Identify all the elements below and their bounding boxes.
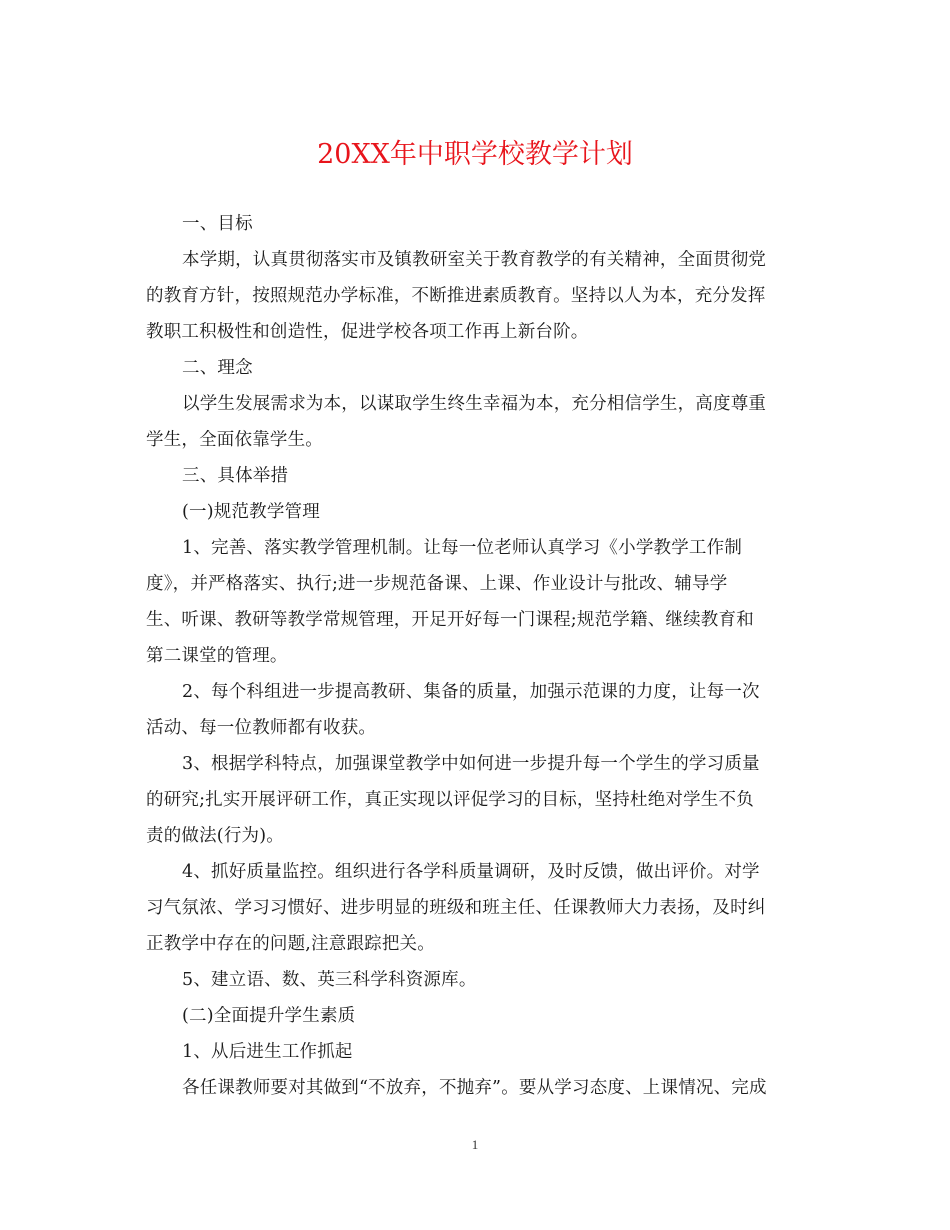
body-line: 二、理念 — [182, 358, 253, 378]
body-line: 3、根据学科特点，加强课堂教学中如何进一步提升每一个学生的学习质量 — [182, 754, 760, 774]
body-line: 生、听课、教研等教学常规管理，开足开好每一门课程;规范学籍、继续教育和 — [146, 610, 754, 630]
body-line: 第二课堂的管理。 — [146, 646, 288, 666]
body-line: 活动、每一位教师都有收获。 — [146, 718, 377, 738]
body-line: 各任课教师要对其做到“不放弃，不抛弃”。要从学习态度、上课情况、完成 — [182, 1078, 767, 1098]
body-line: 2、每个科组进一步提高教研、集备的质量，加强示范课的力度，让每一次 — [182, 682, 760, 702]
body-line: 三、具体举措 — [182, 466, 289, 486]
document-body — [146, 206, 806, 1106]
body-line: 4、抓好质量监控。组织进行各学科质量调研，及时反馈，做出评价。对学 — [182, 862, 760, 882]
body-line: 正教学中存在的问题,注意跟踪把关。 — [146, 934, 435, 954]
body-line: 教职工积极性和创造性，促进学校各项工作再上新台阶。 — [146, 322, 589, 342]
body-line: 度》，并严格落实、执行;进一步规范备课、上课、作业设计与批改、辅导学 — [146, 574, 728, 594]
body-line: 一、目标 — [182, 214, 253, 234]
body-line: 的研究;扎实开展评研工作，真正实现以评促学习的目标，坚持杜绝对学生不负 — [146, 790, 754, 810]
body-line: (一)规范教学管理 — [182, 502, 320, 522]
body-line: 学生，全面依靠学生。 — [146, 430, 323, 450]
body-line: (二)全面提升学生素质 — [182, 1006, 356, 1026]
body-line: 习气氛浓、学习习惯好、进步明显的班级和班主任、任课教师大力表扬，及时纠 — [146, 898, 766, 918]
body-line: 的教育方针，按照规范办学标准，不断推进素质教育。坚持以人为本，充分发挥 — [146, 286, 766, 306]
body-line: 5、建立语、数、英三科学科资源库。 — [182, 970, 477, 990]
body-line: 以学生发展需求为本，以谋取学生终生幸福为本，充分相信学生，高度尊重 — [182, 394, 767, 414]
body-line: 1、完善、落实教学管理机制。让每一位老师认真学习《小学教学工作制 — [182, 538, 743, 558]
body-line: 责的做法(行为)。 — [146, 826, 284, 846]
document-title: 20XX年中职学校教学计划 — [317, 139, 633, 170]
page-number: 1 — [471, 1137, 479, 1152]
body-line: 1、从后进生工作抓起 — [182, 1042, 353, 1062]
body-line: 本学期，认真贯彻落实市及镇教研室关于教育教学的有关精神，全面贯彻党 — [182, 250, 767, 270]
